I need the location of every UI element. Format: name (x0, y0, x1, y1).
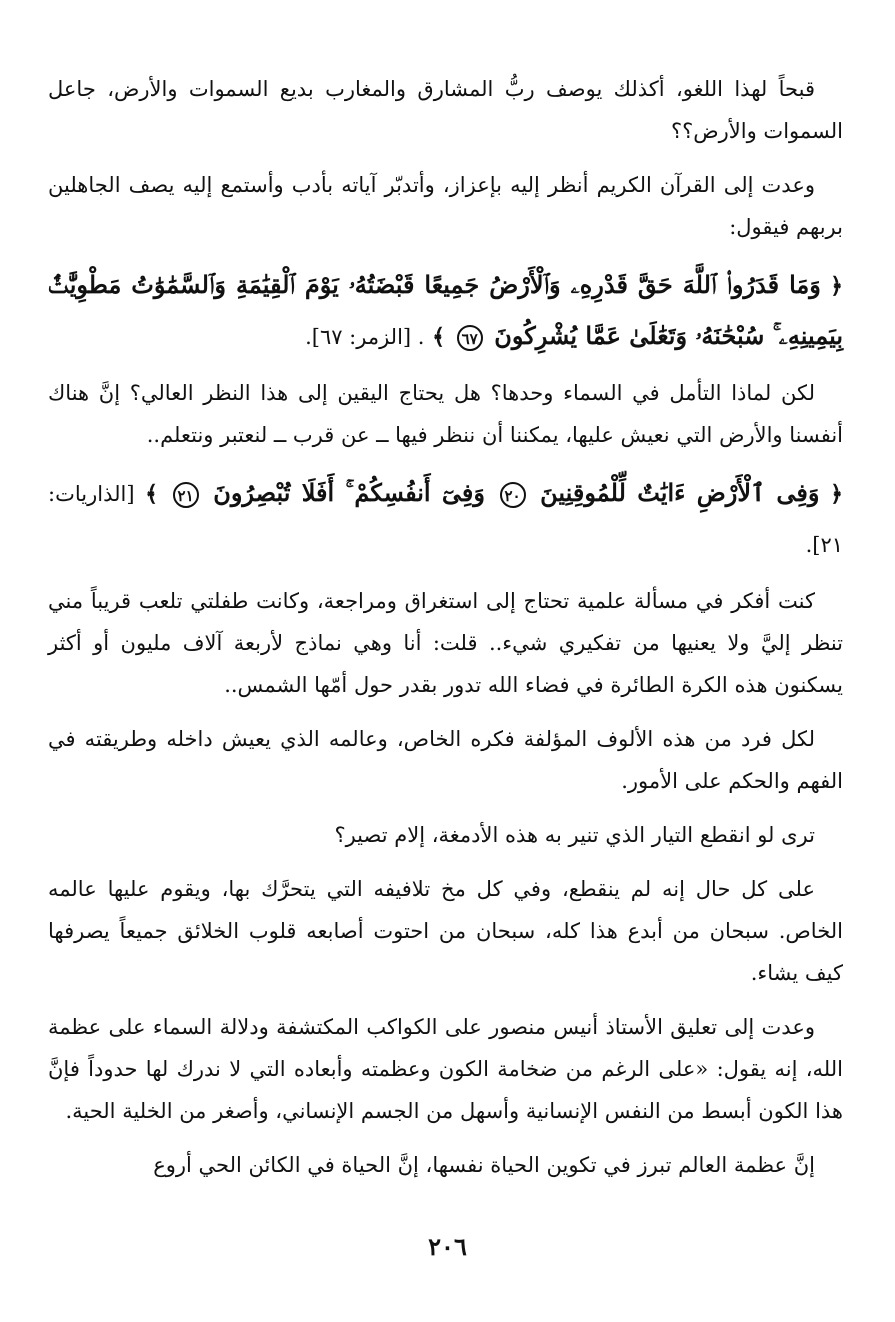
page-body (48, 68, 843, 1198)
ayah-number-badge: ٢١ (173, 482, 199, 508)
paragraph-7: على كل حال إنه لم ينقطع، وفي كل مخ تلافيفه التي يتحرَّك بها، ويقوم عليها عالمه الخاص. سبحان من أبدع هذا كله، سبحان من احتوت أصابعه قلوب الخلائق جميعاً يصرفها كيف يشاء. (48, 877, 843, 985)
verse-open-bracket: ﴿ (830, 481, 843, 507)
verse-close-bracket: ﴾ (145, 481, 158, 507)
verse-open-bracket: ﴿ (830, 273, 843, 299)
quran-verse-zumar (48, 260, 843, 362)
verse-text-b: وَفِىٓ أَنفُسِكُمْ ۚ أَفَلَا تُبْصِرُونَ (213, 478, 485, 507)
ayah-number-badge: ٢٠ (500, 482, 526, 508)
ayah-number-badge: ٦٧ (457, 325, 483, 351)
page-number: ٢٠٦ (428, 1232, 467, 1261)
paragraph-2: وعدت إلى القرآن الكريم أنظر إليه بإعزاز، وأتدبّر آياته بأدب وأستمع إليه يصف الجاهلين بربهم فيقول: (48, 173, 843, 239)
paragraph-1: قبحاً لهذا اللغو، أكذلك يوصف ربُّ المشارق والمغارب بديع السموات والأرض، جاعل السموات والأرض؟؟ (48, 77, 843, 143)
verse-text: وَمَا قَدَرُوا۟ ٱللَّهَ حَقَّ قَدْرِهِۦ وَٱلْأَرْضُ جَمِيعًا قَبْضَتُهُۥ يَوْمَ ٱلْقِيَٰمَةِ وَٱلسَّمَٰوَٰتُ مَطْوِيَّٰتٌۢ بِيَمِينِهِۦ ۚ سُبْحَٰنَهُۥ وَتَعَٰلَىٰ عَمَّا يُشْرِكُونَ (48, 270, 843, 350)
paragraph-5: لكل فرد من هذه الألوف المؤلفة فكره الخاص، وعالمه الذي يعيش داخله وطريقته في الفهم والحكم على الأمور. (48, 727, 843, 793)
verse-close-bracket: ﴾ (432, 324, 445, 350)
quran-verse-dhariyat (48, 468, 843, 570)
paragraph-4: كنت أفكر في مسألة علمية تحتاج إلى استغراق ومراجعة، وكانت طفلتي تلعب قريباً مني تنظر إليَّ ولا يعنيها من تفكيري شيء.. قلت: أنا وهي نماذج لأربعة آلاف مليون أو أكثر يسكنون هذه الكرة الطائرة في فضاء الله تدور بقدر حول أمّها الشمس.. (48, 589, 843, 697)
verse-reference: [الذاريات: ٢١]. (48, 482, 843, 557)
paragraph-3: لكن لماذا التأمل في السماء وحدها؟ هل يحتاج اليقين إلى هذا النظر العالي؟ إنَّ هناك أنفسنا والأرض التي نعيش عليها، يمكننا أن ننظر فيها ــ عن قرب ــ لنعتبر ونتعلم.. (48, 381, 843, 447)
verse-reference: . [الزمر: ٦٧]. (305, 325, 425, 349)
paragraph-8: وعدت إلى تعليق الأستاذ أنيس منصور على الكواكب المكتشفة ودلالة السماء على عظمة الله، إنه يقول: «على الرغم من ضخامة الكون وعظمته وأبعاده التي لا ندرك لها حدوداً فإنَّ هذا الكون أبسط من النفس الإنسانية وأسهل من الجسم الإنساني، وأصغر من الخلية الحية. (48, 1015, 843, 1123)
paragraph-6: ترى لو انقطع التيار الذي تنير به هذه الأدمغة، إلام تصير؟ (334, 823, 815, 847)
verse-text-a: وَفِى ٱلْأَرْضِ ءَايَٰتٌ لِّلْمُوقِنِينَ (540, 478, 820, 507)
paragraph-9: إنَّ عظمة العالم تبرز في تكوين الحياة نفسها، إنَّ الحياة في الكائن الحي أروع (153, 1153, 815, 1177)
